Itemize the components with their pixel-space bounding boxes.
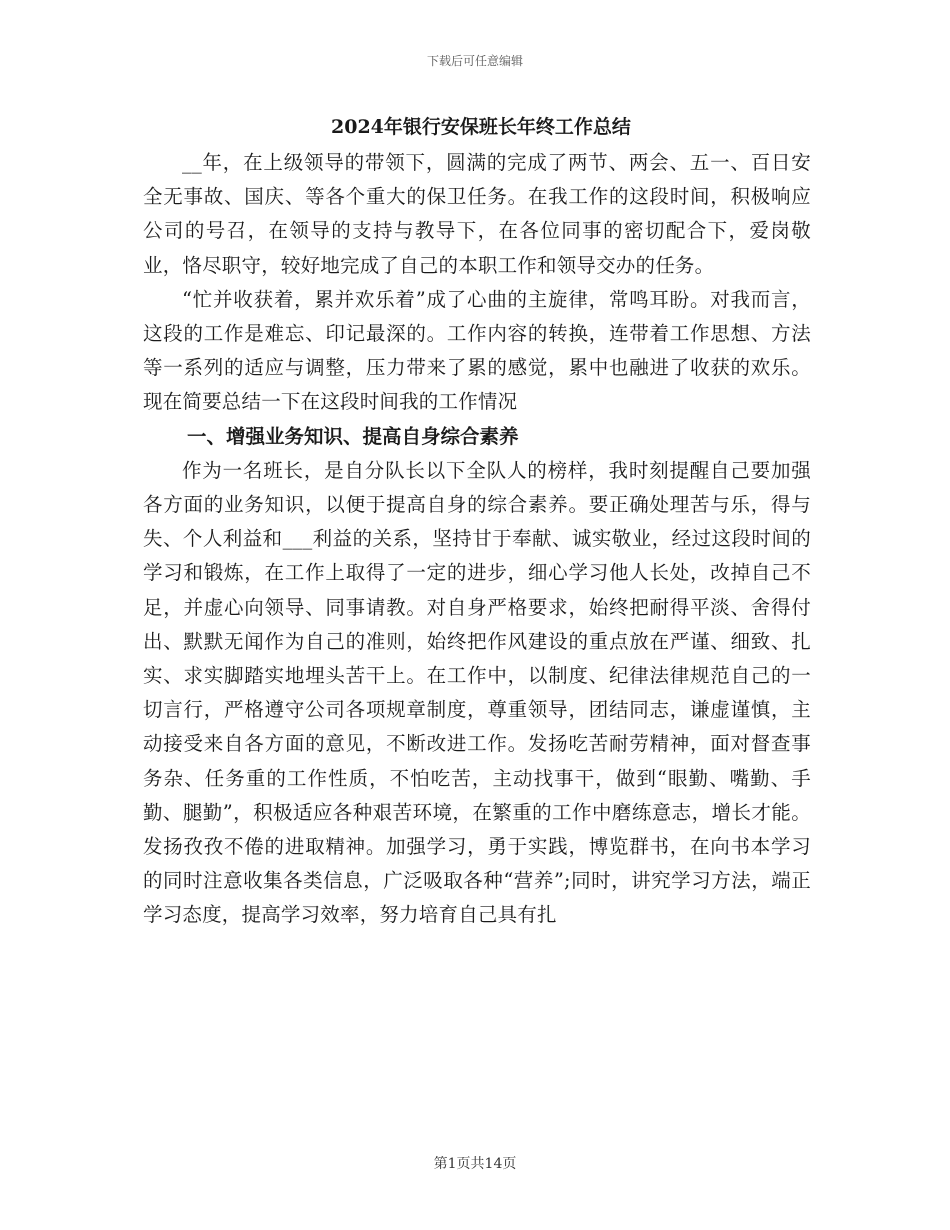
section-heading: 一、增强业务知识、提高自身综合素养	[187, 424, 519, 448]
reflection-paragraph: “忙并收获着，累并欢乐着”成了心曲的主旋律，常鸣耳盼。对我而言，这段的工作是难忘、印记最深的。工作内容的转换，连带着工作思想、方法等一系列的适应与调整，压力带来了累的感觉，累中也融进了收获的欢乐。现在简要总结一下在这段时间我的工作情况	[143, 287, 811, 414]
page-header-note: 下载后可任意编辑	[426, 54, 523, 68]
section-paragraph: 作为一名班长，是自分队长以下全队人的榜样，我时刻提醒自己要加强各方面的业务知识，以便于提高自身的综合素养。要正确处理苦与乐，得与失、个人利益和___利益的关系，坚持甘于奉献、诚实敬业，经过这段时间的学习和锻炼，在工作上取得了一定的进步，细心学习他人长处，改掉自己不足，并虚心向领导、同事请教。对自身严格要求，始终把耐得平淡、舍得付出、默默无闻作为自己的准则，始终把作风建设的重点放在严谨、细致、扎实、求实脚踏实地埋头苦干上。在工作中，以制度、纪律法律规范自己的一切言行，严格遵守公司各项规章制度，尊重领导，团结同志，谦虚谨慎，主动接受来自各方面的意见，不断改进工作。发扬吃苦耐劳精神，面对督查事务杂、任务重的工作性质，不怕吃苦，主动找事干，做到“眼勤、嘴勤、手勤、腿勤”，积极适应各种艰苦环境，在繁重的工作中磨练意志，增长才能。发扬孜孜不倦的进取精神。加强学习，勇于实践，博览群书，在向书本学习的同时注意收集各类信息，广泛吸取各种“营养”;同时，讲究学习方法，端正学习态度，提高学习效率，努力培育自己具有扎	[143, 458, 811, 927]
page-number: 第1页共14页	[433, 1156, 517, 1172]
document-body	[143, 110, 811, 933]
document-title: 2024年银行安保班长年终工作总结	[331, 116, 631, 138]
intro-paragraph: __年，在上级领导的带领下，圆满的完成了两节、两会、五一、百日安全无事故、国庆、等各个重大的保卫任务。在我工作的这段时间，积极响应公司的号召，在领导的支持与教导下，在各位同事的密切配合下，爱岗敬业，恪尽职守，较好地完成了自己的本职工作和领导交办的任务。	[143, 151, 811, 277]
